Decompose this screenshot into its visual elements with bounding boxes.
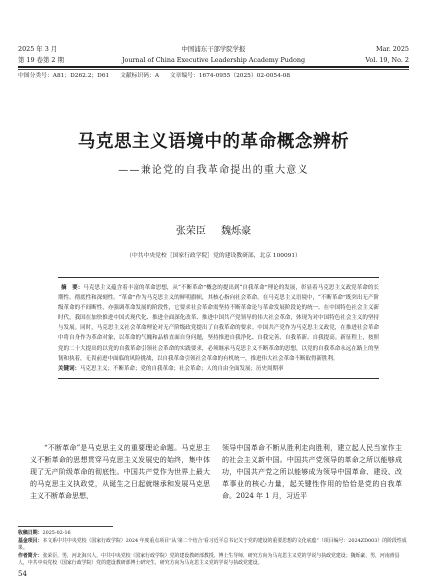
journal-name-en: Journal of China Executive Leadership Academy Pudong (121, 56, 306, 64)
received-date: 2025-02-16 (42, 530, 71, 536)
journal-name-cn: 中国浦东干部学院学报 (181, 45, 246, 53)
paper-subtitle: ——兼论党的自我革命提出的重大意义 (118, 165, 309, 176)
classification-line (18, 72, 409, 80)
author-1: 张荣臣 (175, 226, 206, 237)
abstract (58, 283, 379, 364)
issue-date: 2025 年 3 月 (18, 45, 58, 53)
affiliation: （中共中央党校［国家行政学院］党的建设教研部，北京 100091） (126, 253, 301, 259)
footnote-rule (18, 526, 113, 527)
abstract-label: 摘 要： (61, 285, 84, 291)
authors (0, 222, 427, 237)
page-number: 54 (18, 570, 27, 578)
header-rule-thick (18, 66, 409, 68)
footnote-fund (18, 538, 409, 553)
document-code: 文献标识码：A (120, 73, 160, 79)
footnote-received (18, 530, 409, 537)
clc-number: 中图分类号：A81；D262.2；D61 (18, 73, 110, 79)
keywords (58, 365, 379, 374)
fund-text: 本文系中共中央党校（国家行政学院）2024 年度重点项目“从‘第二个结合’看习近平总书记关于党的建设的重要思想的文化底蕴”（项目编号：2024ZD003）的阶段性成果。 (18, 538, 407, 552)
author-2: 魏烁豪 (221, 226, 252, 237)
volume-issue-en: Vol. 19, No. 2 (365, 56, 409, 64)
author-info-label: 作者简介： (18, 553, 43, 559)
received-label: 收稿日期： (18, 530, 43, 536)
footnote-author (18, 553, 409, 568)
header-rule-thin (18, 69, 409, 70)
issue-date-en: Mar. 2025 (375, 45, 409, 53)
article-number: 文章编号：1674-0955（2025）02-0054-08 (169, 73, 291, 79)
keywords-label: 关键词： (58, 365, 81, 372)
keywords-text: 马克思主义；不断革命；党的自我革命；社会革命；人的自由全面发展；历史周期率 (80, 365, 284, 372)
body-column-right: 领导中国革命不断从胜利走向胜利，建立起人民当家作主的社会主义新中国。中国共产党领导的革命之所以能够成功，中国共产党之所以能够成为领导中国革命、建设、改革事业的核心力量，起关键性作用的恰恰是党的自我革命。2024 年 1 月，习近平 (222, 444, 402, 500)
paper-title: 马克思主义语境中的革命概念辨析 (77, 132, 350, 152)
abstract-box (58, 277, 379, 379)
volume-issue: 第 19 卷第 2 期 (18, 56, 64, 64)
abstract-text: 马克思主义蕴含着丰富的革命思想，从“不断革命”概念的提出到“自我革命”理论的发展，彰显着马克思主义政党革命的长期性、彻底性和深刻性。“革命”作为马克思主义的鲜明旗帜，其核心指向社会革命。在马克思主义语境中，“不断革命”既突出无产阶级革命的不间断性，亦强调革命发展的阶段性，它要求社会革命需坚持不断革命论与革命发展阶段论的统一。在中国特色社会主义新时代，我国在加快推进中国式现代化、推进全面深化改革、推进中国共产党领导的伟大社会革命，体现为对中国特色社会主义的坚持与发展。同时，马克思主义社会革命理论对无产阶级政党提出了自我革命的要求。中国共产党作为马克思主义政党，在推进社会革命中将自身作为革命对象，以革命的气魄和品格直面自身问题，坚持推进自我净化、自我完善、自我革新、自我提高。新征程上，按照党的二十大提出的以党的自我革命引领社会革命的实践要求，必须继承马克思主义不断革命的思想，以党的自我革命永远在路上的坚韧和执着，无畏前进中面临的风险挑战，以自我革命引领社会革命的有机统一，推进伟大社会革命不断取得新胜利。 (58, 285, 379, 362)
fund-label: 基金项目： (18, 538, 43, 544)
author-info-text: 张荣臣，男，河北海兴人，中共中央党校（国家行政学院）党的建设教研部教授、博士生导师，研究方向为马克思主义党的学说与执政党建设；魏烁豪，男，河南滑县人，中共中央党校（国家行政学院）党的建设教研部博士研究生，研究方向为马克思主义党的学说与执政党建设。 (18, 553, 400, 567)
body-column-left: “不断革命”是马克思主义的重要理论命题。马克思主义不断革命的思想贯穿马克思主义发展史的始终，集中体现了无产阶级革命的彻底性。中国共产党作为世界上最大的马克思主义执政党，从诞生之日起就继承和发展马克思主义不断革命思想， (30, 444, 210, 500)
